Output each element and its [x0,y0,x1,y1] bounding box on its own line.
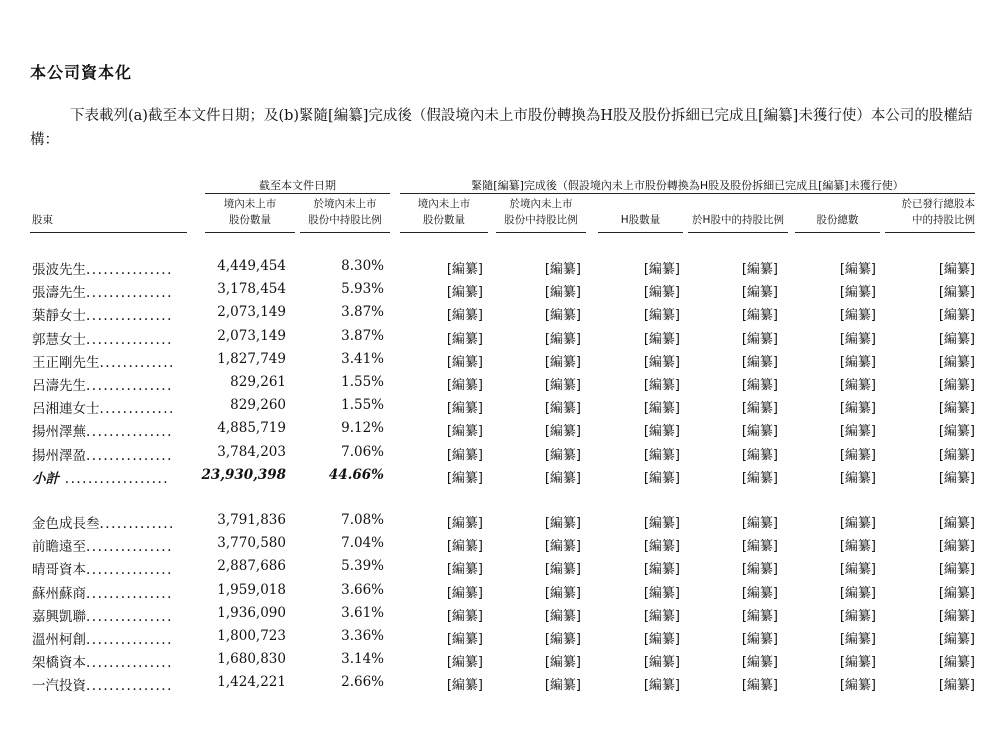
redacted-value: [編纂] [446,586,483,601]
shareholder-name-text: 蘇州蘇商 [32,586,86,602]
group-rule-current [205,193,390,194]
percentage-value: 3.14% [341,651,384,667]
shareholder-name-text: 嘉興凱聯 [32,609,86,625]
shares-value: 1,424,221 [217,674,286,690]
redacted-value: [編纂] [938,539,975,554]
redacted-value: [編纂] [544,655,581,670]
shareholder-name-text: 張濤先生 [32,285,86,301]
group-header-after: 緊隨[編纂]完成後（假設境內未上市股份轉換為H股及股份拆細已完成且[編纂]未獲行使） [471,179,904,192]
redacted-value: [編纂] [446,378,483,393]
leader-dots: ............. [99,401,175,417]
redacted-value: [編纂] [839,401,876,416]
redacted-value: [編纂] [643,586,680,601]
shareholder-name [32,628,187,648]
redacted-value: [編纂] [643,632,680,647]
shareholder-name [32,512,187,532]
percentage-value: 44.66% [328,467,384,483]
redacted-value: [編纂] [938,378,975,393]
percentage-value: 7.04% [341,535,384,551]
shares-value: 3,178,454 [217,281,286,297]
redacted-value: [編纂] [938,332,975,347]
redacted-value: [編纂] [544,632,581,647]
percentage-value: 5.39% [341,558,384,574]
leader-dots: ............. [99,355,175,371]
table-row [0,535,994,558]
col-header-line: 於已發行總股本 [901,198,975,210]
redacted-value: [編纂] [839,655,876,670]
col-header-after-shares [400,196,488,228]
redacted-value: [編纂] [643,655,680,670]
shareholder-name-text: 呂濤先生 [32,378,86,394]
redacted-value: [編纂] [544,424,581,439]
shareholder-name [32,351,187,371]
redacted-value: [編纂] [544,471,581,486]
redacted-value: [編纂] [839,609,876,624]
shares-value: 1,959,018 [217,582,286,598]
col-header-line: 於境內未上市 [313,198,377,210]
shareholder-name-text: 葉靜女士 [32,308,86,324]
shareholder-name-text: 張波先生 [32,262,86,278]
table-row [0,628,994,651]
percentage-value: 9.12% [341,420,384,436]
shareholder-name-text: 揚州澤盈 [32,448,86,464]
table-row [0,444,994,467]
redacted-value: [編纂] [544,678,581,693]
shareholder-name [32,444,187,464]
redacted-value: [編纂] [643,332,680,347]
redacted-value: [編纂] [938,609,975,624]
redacted-value: [編纂] [446,332,483,347]
table-row [0,328,994,351]
shareholder-name [32,420,187,440]
shareholder-name [32,674,187,694]
redacted-value: [編纂] [544,516,581,531]
redacted-value: [編纂] [446,562,483,577]
redacted-value: [編纂] [643,562,680,577]
shares-value: 3,770,580 [217,535,286,551]
redacted-value: [編纂] [544,586,581,601]
shareholder-name-text: 一汽投資 [32,678,86,694]
leader-dots: ............... [86,378,173,394]
percentage-value: 3.36% [341,628,384,644]
percentage-value: 7.08% [341,512,384,528]
shareholder-name-text: 溫州柯創 [32,632,86,648]
shares-value: 2,073,149 [217,304,286,320]
percentage-value: 3.61% [341,605,384,621]
redacted-value: [編纂] [446,308,483,323]
redacted-value: [編纂] [643,471,680,486]
leader-dots: ............... [86,262,173,278]
shareholder-name [32,328,187,348]
redacted-value: [編纂] [938,632,975,647]
leader-dots: ............. [99,516,175,532]
shareholder-name [32,582,187,602]
percentage-value: 5.93% [341,281,384,297]
redacted-value: [編纂] [544,308,581,323]
col-rule [496,232,586,233]
redacted-value: [編纂] [741,424,778,439]
redacted-value: [編纂] [938,586,975,601]
col-rule [300,232,390,233]
redacted-value: [編纂] [938,655,975,670]
redacted-value: [編纂] [741,448,778,463]
redacted-value: [編纂] [544,539,581,554]
redacted-value: [編纂] [643,424,680,439]
col-header-h-pct: 於H股中的持股比例 [692,214,784,226]
redacted-value: [編纂] [446,471,483,486]
percentage-value: 7.06% [341,444,384,460]
redacted-value: [編纂] [839,308,876,323]
shares-value: 829,261 [230,374,286,390]
shareholder-name-text: 呂湘連女士 [32,401,100,417]
redacted-value: [編纂] [938,308,975,323]
table-row [0,304,994,327]
redacted-value: [編纂] [839,448,876,463]
redacted-value: [編纂] [643,516,680,531]
redacted-value: [編纂] [544,562,581,577]
col-header-line: 股份數量 [423,214,465,226]
redacted-value: [編纂] [643,401,680,416]
col-rule [598,232,683,233]
redacted-value: [編纂] [839,586,876,601]
col-rule [795,232,880,233]
col-header-line: 境內未上市 [417,198,471,210]
leader-dots: ............... [86,424,173,440]
redacted-value: [編纂] [741,655,778,670]
table-row [0,558,994,581]
redacted-value: [編纂] [643,539,680,554]
leader-dots: ............... [86,655,173,671]
redacted-value: [編纂] [741,378,778,393]
shareholder-name-text: 金色成長叁 [32,516,100,532]
redacted-value: [編纂] [839,632,876,647]
redacted-value: [編纂] [741,262,778,277]
shareholder-name [32,535,187,555]
percentage-value: 8.30% [341,258,384,274]
table-row [0,651,994,674]
shareholder-name [32,558,187,578]
shareholder-name [32,281,187,301]
redacted-value: [編纂] [643,678,680,693]
redacted-value: [編纂] [741,332,778,347]
redacted-value: [編纂] [446,424,483,439]
shareholder-name [32,374,187,394]
redacted-value: [編纂] [741,586,778,601]
redacted-value: [編纂] [741,678,778,693]
redacted-value: [編纂] [938,562,975,577]
redacted-value: [編纂] [839,332,876,347]
shareholder-name-text: 晴哥資本 [32,562,86,578]
percentage-value: 1.55% [341,397,384,413]
group-rule-after [400,193,975,194]
table-row [0,351,994,374]
redacted-value: [編纂] [741,539,778,554]
redacted-value: [編纂] [938,678,975,693]
shareholder-name-text: 前瞻遠至 [32,539,86,555]
col-header-total: 股份總數 [816,214,859,226]
redacted-value: [編纂] [938,516,975,531]
redacted-value: [編纂] [741,516,778,531]
redacted-value: [編纂] [839,424,876,439]
table-row [0,582,994,605]
redacted-value: [編纂] [741,632,778,647]
leader-dots: ............... [86,539,173,555]
shares-value: 2,887,686 [217,558,286,574]
section-heading: 本公司資本化 [30,63,133,82]
redacted-value: [編纂] [643,448,680,463]
subtotal-row [0,467,994,490]
shares-value: 4,449,454 [217,258,286,274]
shareholder-name [32,304,187,324]
leader-dots: ............... [86,678,173,694]
redacted-value: [編纂] [741,562,778,577]
redacted-value: [編纂] [839,539,876,554]
shareholder-name [32,651,187,671]
col-rule [688,232,788,233]
redacted-value: [編纂] [544,378,581,393]
redacted-value: [編纂] [741,471,778,486]
group-header-current: 截至本文件日期 [259,179,336,192]
col-header-shareholder: 股東 [32,214,53,226]
shareholder-name [32,258,187,278]
shareholder-name [32,397,187,417]
redacted-value: [編纂] [446,539,483,554]
percentage-value: 3.66% [341,582,384,598]
col-header-line: 股份中持股比例 [308,214,382,226]
table-row [0,674,994,697]
shareholder-name [32,467,187,487]
shares-value: 4,885,719 [217,420,286,436]
shares-value: 3,791,836 [217,512,286,528]
redacted-value: [編纂] [446,285,483,300]
leader-dots: ............... [86,609,173,625]
redacted-value: [編纂] [446,678,483,693]
percentage-value: 3.87% [341,328,384,344]
redacted-value: [編纂] [839,285,876,300]
redacted-value: [編纂] [938,355,975,370]
redacted-value: [編纂] [544,355,581,370]
col-header-line: 股份數量 [229,214,271,226]
redacted-value: [編纂] [643,308,680,323]
redacted-value: [編纂] [544,448,581,463]
leader-dots: .................. [59,471,170,487]
col-header-cur-shares [205,196,295,228]
percentage-value: 3.87% [341,304,384,320]
shareholder-name-text: 架橋資本 [32,655,86,671]
col-header-line: 於境內未上市 [509,198,573,210]
leader-dots: ............... [86,285,173,301]
redacted-value: [編纂] [446,609,483,624]
shareholder-name-text: 小計 [32,471,59,487]
col-header-cur-pct [300,196,390,228]
redacted-value: [編纂] [839,355,876,370]
col-header-total-pct [885,196,975,228]
col-header-line: 股份中持股比例 [504,214,578,226]
redacted-value: [編纂] [643,609,680,624]
table-row [0,258,994,281]
leader-dots: ............... [86,308,173,324]
col-rule [400,232,488,233]
redacted-value: [編纂] [741,609,778,624]
leader-dots: ............... [86,332,173,348]
shareholder-name-text: 揚州澤蕪 [32,424,86,440]
redacted-value: [編纂] [446,401,483,416]
shares-value: 2,073,149 [217,328,286,344]
table-row [0,605,994,628]
leader-dots: ............... [86,562,173,578]
redacted-value: [編纂] [839,471,876,486]
col-header-line: 中的持股比例 [912,214,975,226]
col-header-after-pct [496,196,586,228]
shares-value: 1,800,723 [217,628,286,644]
shares-value: 1,827,749 [217,351,286,367]
shares-value: 829,260 [230,397,286,413]
redacted-value: [編纂] [643,285,680,300]
redacted-value: [編纂] [446,516,483,531]
redacted-value: [編纂] [544,609,581,624]
redacted-value: [編纂] [643,262,680,277]
redacted-value: [編纂] [938,471,975,486]
redacted-value: [編纂] [544,262,581,277]
leader-dots: ............... [86,448,173,464]
redacted-value: [編纂] [938,424,975,439]
shares-value: 3,784,203 [217,444,286,460]
shareholder-name-text: 王正剛先生 [32,355,100,371]
redacted-value: [編纂] [839,562,876,577]
leader-dots: ............... [86,586,173,602]
redacted-value: [編纂] [446,262,483,277]
col-header-line: 境內未上市 [223,198,277,210]
redacted-value: [編纂] [839,262,876,277]
redacted-value: [編纂] [643,378,680,393]
redacted-value: [編纂] [938,448,975,463]
redacted-value: [編纂] [544,332,581,347]
shareholder-name-text: 郭慧女士 [32,332,86,348]
redacted-value: [編纂] [741,285,778,300]
redacted-value: [編纂] [839,516,876,531]
table-row [0,420,994,443]
redacted-value: [編纂] [938,262,975,277]
redacted-value: [編纂] [839,678,876,693]
col-rule [30,232,187,233]
shareholder-name [32,605,187,625]
redacted-value: [編纂] [446,355,483,370]
col-rule [885,232,975,233]
redacted-value: [編纂] [741,355,778,370]
shares-value: 1,680,830 [217,651,286,667]
percentage-value: 1.55% [341,374,384,390]
leader-dots: ............... [86,632,173,648]
percentage-value: 2.66% [341,674,384,690]
intro-paragraph: 下表載列(a)截至本文件日期；及(b)緊隨[編纂]完成後（假設境內未上市股份轉換為H股及股份拆細已完成且[編纂]未獲行使）本公司的股權結構： [30,108,973,148]
redacted-value: [編纂] [446,655,483,670]
percentage-value: 3.41% [341,351,384,367]
redacted-value: [編纂] [544,401,581,416]
col-header-h-shares: H股數量 [620,214,661,226]
redacted-value: [編纂] [839,378,876,393]
shares-value: 1,936,090 [217,605,286,621]
redacted-value: [編纂] [544,285,581,300]
redacted-value: [編纂] [938,285,975,300]
table-row [0,374,994,397]
table-row [0,281,994,304]
redacted-value: [編纂] [446,632,483,647]
redacted-value: [編纂] [446,448,483,463]
redacted-value: [編纂] [938,401,975,416]
redacted-value: [編纂] [741,401,778,416]
redacted-value: [編纂] [643,355,680,370]
redacted-value: [編纂] [741,308,778,323]
col-rule [205,232,295,233]
table-row [0,512,994,535]
table-row [0,397,994,420]
shares-value: 23,930,398 [201,467,286,483]
